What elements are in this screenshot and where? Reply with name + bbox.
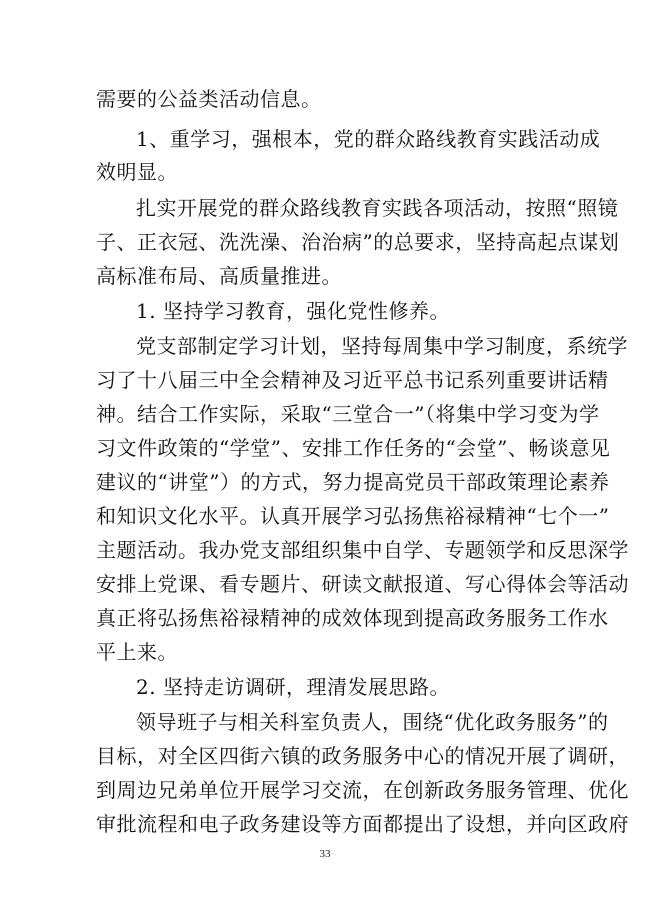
text-line: 建议的“讲堂”）的方式，努力提高党员干部政策理论素养	[96, 470, 610, 494]
text-line: 需要的公益类活动信息。	[96, 87, 322, 111]
text-line: 目标，对全区四街六镇的政务服务中心的情况开展了调研，	[96, 744, 629, 768]
text-line: 平上来。	[96, 640, 178, 664]
text-line: 神。结合工作实际，采取“三堂合一”（将集中学习变为学	[96, 402, 600, 426]
text-line: 扎实开展党的群众路线教育实践各项活动，按照“照镜	[136, 196, 619, 220]
text-line: 真正将弘扬焦裕禄精神的成效体现到提高政务服务工作水	[96, 606, 609, 630]
text-line: 审批流程和电子政务建设等方面都提出了设想，并向区政府	[96, 812, 629, 836]
text-line: 主题活动。我办党支部组织集中自学、专题领学和反思深学	[96, 538, 629, 562]
text-line: 领导班子与相关科室负责人，围绕“优化政务服务”的	[136, 710, 609, 734]
page-number: 33	[319, 848, 331, 860]
subheading-line: 1. 坚持学习教育，强化党性修养。	[136, 299, 450, 323]
section-heading-line: 效明显。	[96, 160, 178, 184]
text-line: 党支部制定学习计划，坚持每周集中学习制度，系统学	[136, 334, 628, 358]
text-line: 习了十八届三中全会精神及习近平总书记系列重要讲话精	[96, 368, 609, 392]
section-heading-line: 1、重学习，强根本，党的群众路线教育实践活动成	[136, 127, 601, 151]
text-line: 高标准布局、高质量推进。	[96, 264, 342, 288]
text-line: 安排上党课、看专题片、研读文献报道、写心得体会等活动	[96, 572, 629, 596]
text-line: 和知识文化水平。认真开展学习弘扬焦裕禄精神“七个一”	[96, 504, 610, 528]
text-line: 子、正衣冠、洗洗澡、治治病”的总要求，坚持高起点谋划	[96, 230, 620, 254]
subheading-line: 2. 坚持走访调研，理清发展思路。	[136, 675, 450, 699]
text-line: 到周边兄弟单位开展学习交流，在创新政务服务管理、优化	[96, 778, 629, 802]
text-line: 习文件政策的“学堂”、安排工作任务的“会堂”、畅谈意见	[96, 436, 611, 460]
